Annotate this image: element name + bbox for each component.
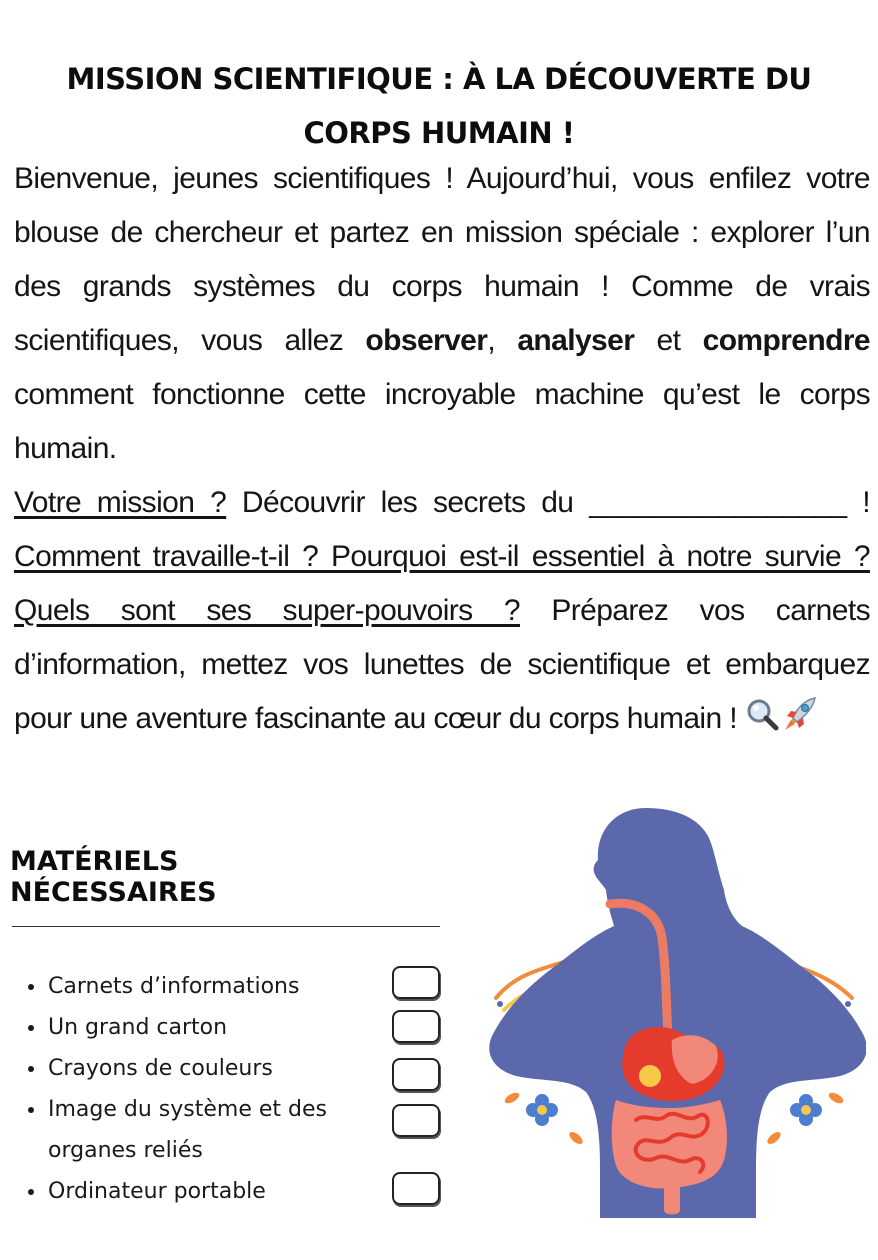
checkbox-crayons[interactable]	[392, 1058, 440, 1091]
mission-closing: Préparez vos carnets d’information, mettez vos lunettes de scientifique et embarquez pour une aventure fascinante au cœur du corps humain !	[14, 594, 870, 735]
intro-paragraph-2	[14, 476, 870, 750]
materials-title: MATÉRIELS NÉCESSAIRES	[10, 846, 217, 908]
list-item: Ordinateur portable	[28, 1171, 388, 1212]
flower-left-icon	[526, 1094, 558, 1126]
mission-label: Votre mission ?	[14, 486, 227, 519]
gallbladder	[639, 1065, 661, 1087]
magnifying-glass-icon	[745, 696, 781, 750]
keyword-comprendre: comprendre	[702, 324, 870, 357]
intro-conjunction: et	[634, 324, 703, 357]
keyword-analyser: analyser	[517, 324, 635, 357]
section-divider	[12, 926, 440, 927]
intro-text-segment-end: comment fonctionne cette incroyable machine qu’est le corps humain.	[14, 378, 870, 465]
rectum	[664, 1186, 680, 1215]
digestive-system-illustration	[486, 808, 866, 1223]
list-item: Un grand carton	[28, 1007, 388, 1048]
keyword-observer: observer	[365, 324, 488, 357]
intro-text-segment: Bienvenue, jeunes scientifiques ! Aujourd’hui, vous enfilez votre blouse de chercheur et partez en mission spéciale : explorer l’un des grands systèmes du corps humain ! Comme de vrais scientifiques, vous allez	[14, 162, 870, 357]
checkbox-carton[interactable]	[392, 1010, 440, 1043]
checkbox-ordinateur[interactable]	[392, 1172, 440, 1205]
intro-paragraph-1	[14, 152, 870, 476]
flower-right-icon	[790, 1094, 822, 1126]
list-item: Crayons de couleurs	[28, 1048, 388, 1089]
checkbox-carnets[interactable]	[392, 966, 440, 999]
mission-questions: Comment travaille-t-il ? Pourquoi est-il essentiel à notre survie ? Quels sont ses super-pouvoirs ?	[14, 540, 870, 627]
intro-separator: ,	[487, 324, 518, 357]
materials-list	[28, 966, 388, 1212]
intro-text	[14, 152, 870, 750]
mission-text: Découvrir les secrets du ________________ !	[226, 486, 870, 519]
list-item: Carnets d’informations	[28, 966, 388, 1007]
page-title: MISSION SCIENTIFIQUE : À LA DÉCOUVERTE DU CORPS HUMAIN !	[66, 62, 812, 150]
rocket-icon	[781, 696, 819, 750]
checkbox-image[interactable]	[392, 1104, 440, 1137]
list-item: Image du système et des organes reliés	[28, 1089, 388, 1171]
